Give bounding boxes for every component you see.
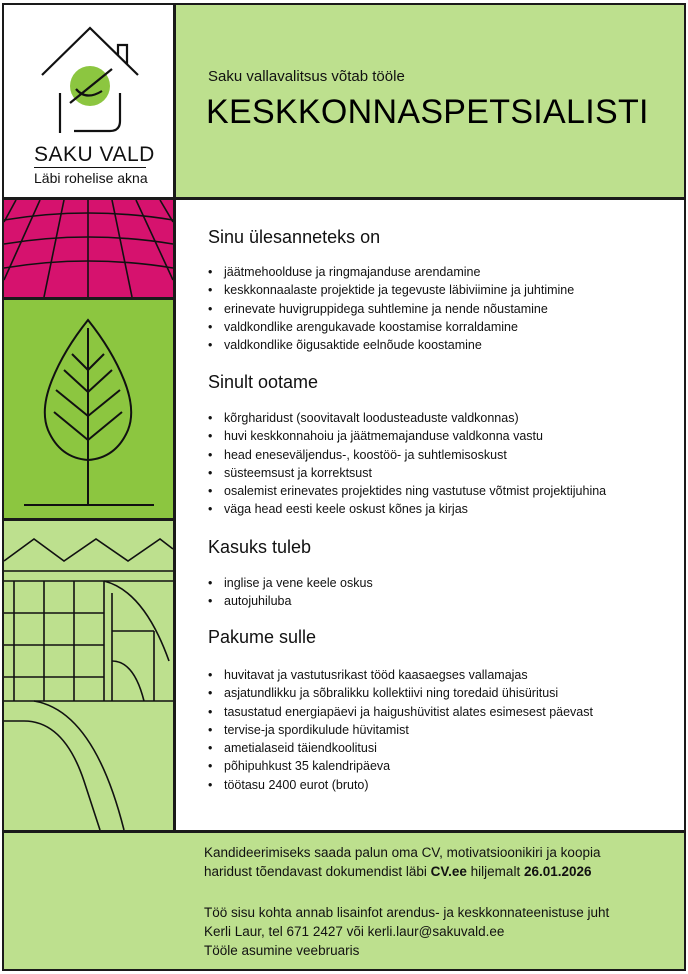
- list-item: • valdkondlike arengukavade koostamise korraldamine: [208, 318, 574, 336]
- list-item: • jäätmehoolduse ja ringmajanduse arendamine: [208, 263, 574, 281]
- footer-line: Kandideerimiseks saada palun oma CV, motivatsioonikiri ja koopia: [204, 845, 601, 860]
- list-item: • osalemist erinevates projektides ning vastutuse võtmist projektijuhina: [208, 482, 606, 500]
- town-hall-illustration: [4, 521, 173, 830]
- logo-name: SAKU VALD: [34, 143, 155, 166]
- page-title: KESKKONNASPETSIALISTI: [206, 93, 649, 131]
- logo-divider: [34, 167, 146, 168]
- list-item: • huvi keskkonnahoiu ja jäätmemajanduse valdkonna vastu: [208, 427, 606, 445]
- list-item: • tasustatud energiapäevi ja haigushüvitist alates esimesest päevast: [208, 703, 593, 721]
- list-item: • autojuhiluba: [208, 592, 373, 610]
- deadline-date: 26.01.2026: [523, 864, 592, 879]
- footer-line: Tööle asumine veebruaris: [204, 943, 360, 958]
- header-panel: [176, 5, 684, 197]
- list-item: • valdkondlike õigusaktide eelnõude koostamine: [208, 336, 574, 354]
- contact-line[interactable]: Kerli Laur, tel 671 2427 või kerli.laur@sakuvald.ee: [204, 924, 505, 939]
- contact-text: [204, 903, 609, 960]
- list-item: • ametialaseid täiendkoolitusi: [208, 739, 593, 757]
- grid-divider: [173, 5, 176, 833]
- footer-text-span: hiljemalt: [466, 864, 524, 879]
- leaf-icon: [4, 300, 173, 518]
- leaf-illustration: [4, 300, 173, 518]
- section-title-advantages: Kasuks tuleb: [208, 537, 312, 557]
- list-item: • töötasu 2400 eurot (bruto): [208, 776, 593, 794]
- list-item: • põhipuhkust 35 kalendripäeva: [208, 757, 593, 775]
- footer-line: Töö sisu kohta annab lisainfot arendus- ja keskkonnateenistuse juht: [204, 905, 610, 920]
- field-rows-illustration: [4, 200, 173, 297]
- list-item: • süsteemsust ja korrektsust: [208, 464, 606, 482]
- list-item: • erinevate huvigruppidega suhtlemine ja nende nõustamine: [208, 300, 574, 318]
- logo-panel: [4, 5, 173, 197]
- list-item: • inglise ja vene keele oskus: [208, 574, 373, 592]
- job-ad-content: [176, 200, 684, 830]
- list-item: • väga head eesti keele oskust kõnes ja kirjas: [208, 500, 606, 518]
- building-icon: [4, 521, 173, 830]
- section-title-requirements: Sinult ootame: [208, 372, 319, 392]
- tasks-list: [208, 263, 574, 354]
- application-text: [204, 843, 600, 881]
- list-item: • asjatundlikku ja sõbralikku kollektiivi ning toredaid ühisüritusi: [208, 684, 593, 702]
- footer-text-span: haridust tõendavast dokumendist läbi: [204, 864, 431, 879]
- logo-tagline: Läbi rohelise akna: [34, 170, 148, 186]
- grid-divider: [4, 518, 173, 521]
- field-rows-icon: [4, 200, 173, 297]
- requirements-list: [208, 409, 606, 519]
- grid-divider: [4, 297, 173, 300]
- list-item: • tervise-ja spordikulude hüvitamist: [208, 721, 593, 739]
- cv-link[interactable]: CV.ee: [430, 864, 467, 879]
- offer-list: [208, 666, 593, 794]
- footer-line: [204, 862, 600, 881]
- list-item: • head eneseväljendus-, koostöö- ja suhtlemisoskust: [208, 446, 606, 464]
- house-logo-icon: [34, 23, 144, 133]
- grid-divider: [4, 197, 684, 200]
- list-item: • kõrgharidust (soovitavalt loodusteaduste valdkonnas): [208, 409, 606, 427]
- list-item: • keskkonnaalaste projektide ja tegevuste läbiviimine ja juhtimine: [208, 281, 574, 299]
- advantages-list: [208, 574, 373, 611]
- list-item: • huvitavat ja vastutusrikast tööd kaasaegses vallamajas: [208, 666, 593, 684]
- section-title-tasks: Sinu ülesanneteks on: [208, 227, 381, 247]
- header-subtitle: Saku vallavalitsus võtab tööle: [208, 68, 405, 85]
- section-title-offer: Pakume sulle: [208, 627, 317, 647]
- grid-divider: [4, 830, 684, 833]
